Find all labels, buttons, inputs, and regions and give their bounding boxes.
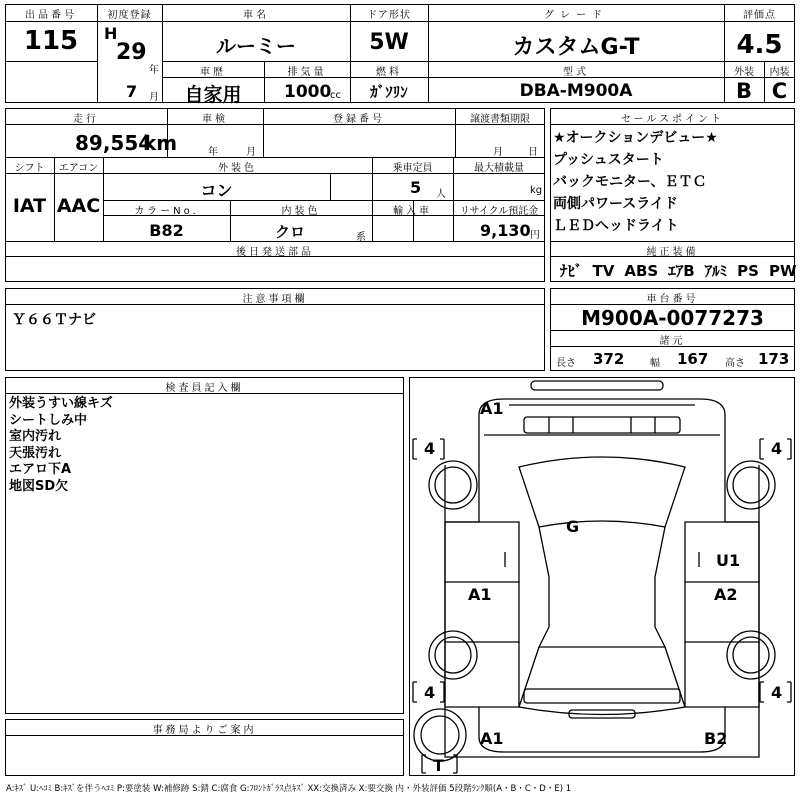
first-reg-label: 初度登録 (107, 10, 152, 21)
fuel-label: 燃料 (376, 67, 402, 78)
grade: カスタムG-T (512, 35, 640, 60)
transfer-month-unit: 月 (493, 147, 503, 158)
shift: IAT (12, 195, 47, 217)
max-load-label: 最大積載量 (474, 163, 524, 174)
inspection-label: 車検 (202, 114, 228, 125)
month-unit: 月 (149, 92, 159, 103)
shift-label: シフト (14, 163, 45, 174)
chassis-label: 車台番号 (646, 294, 699, 305)
displacement: 1000 (284, 82, 332, 102)
notes-text: Ｙ６６Ｔナビ (12, 312, 96, 328)
ext-color-label: 外装色 (218, 163, 257, 174)
score-label: 評価点 (743, 10, 776, 21)
equipment-item: PS (737, 262, 759, 280)
mark-spare-tire: T (433, 756, 444, 775)
legend-footer: A:ｷｽﾞ U:ﾍｺﾐ B:ｷｽﾞを伴うﾍｺﾐ P:要塗装 W:補修跡 S:錆 C:腐食 G:ﾌﾛﾝﾄｶﾞﾗｽ点ｷｽﾞ XX:交換済み X:要交換 内・外装評価 5段階ﾗﾝｸ順(A・B・C・D・E) 1 (6, 784, 572, 794)
score: 4.5 (736, 30, 783, 60)
car-diagram (409, 377, 795, 776)
lot-no: 115 (23, 26, 79, 56)
inspector-label: 検査員記入欄 (165, 383, 244, 394)
lot-no-label: 出品番号 (25, 10, 77, 21)
recycle: 9,130 (480, 221, 531, 240)
insp-year-unit: 年 (208, 147, 218, 158)
regno-label: 登録番号 (333, 114, 385, 125)
equipment-item: PW (768, 262, 797, 280)
ext-color: コン (200, 181, 233, 200)
selling-point: 両側パワースライド (553, 196, 678, 212)
selling-points-label: セールスポイント (620, 114, 725, 125)
inspector-line: 天張汚れ (9, 445, 62, 461)
mark-left-front-door: A1 (468, 585, 492, 604)
capacity-unit: 人 (436, 189, 446, 200)
displacement-label: 排気量 (287, 67, 327, 78)
mark-rear-right: B2 (704, 729, 728, 748)
int-color: クロ (274, 223, 305, 241)
mark-tire-rear-left: 4 (424, 683, 436, 702)
import-label: 輸入車 (393, 206, 432, 217)
mileage-unit: km (143, 131, 178, 155)
inspector-line: 室内汚れ (9, 429, 62, 444)
exterior-label: 外装 (734, 67, 754, 78)
capacity: 5 (410, 178, 422, 197)
year-unit: 年 (149, 65, 159, 76)
equipment-item: TV (592, 262, 615, 280)
recycle-label: リサイクル預託金 (459, 206, 539, 217)
mark-tire-front-right: 4 (771, 439, 783, 458)
selling-point: プッシュスタート (553, 152, 664, 168)
int-color-unit: 系 (356, 232, 366, 243)
reg-year: 29 (116, 40, 147, 65)
length-label: 長さ (556, 358, 576, 369)
mark-right-front-door: A2 (714, 585, 738, 604)
door-label: ドア形状 (367, 10, 411, 21)
mileage: 89,554 (75, 131, 153, 155)
selling-point: ＬＥＤヘッドライト (553, 218, 679, 234)
exterior-score: B (735, 79, 752, 103)
car-name: ルーミー (216, 34, 296, 58)
later-parts-label: 後日発送部品 (236, 247, 314, 258)
displacement-unit: cc (330, 90, 341, 101)
recycle-unit: 円 (530, 230, 540, 241)
car-name-label: 車名 (243, 10, 269, 21)
height: 173 (758, 350, 790, 368)
history-label: 車歴 (200, 67, 226, 78)
selling-points-list (553, 127, 718, 237)
notes-label: 注意事項欄 (242, 294, 308, 305)
selling-point: バックモニター、ＥＴＣ (553, 174, 707, 190)
equipment-item: ABS (624, 262, 659, 280)
office-label: 事務局よりご案内 (152, 725, 257, 736)
inspector-line: 外装うすい線キズ (9, 396, 113, 411)
height-label: 高さ (725, 358, 745, 369)
model: DBA-M900A (519, 81, 633, 101)
color-no-label: カラーNo. (134, 206, 199, 217)
mark-tire-rear-right: 4 (771, 683, 783, 702)
history: 自家用 (184, 84, 242, 106)
max-load-unit: kg (530, 185, 543, 196)
equipment-item: ｱﾙﾐ (704, 262, 728, 280)
inspector-notes (9, 396, 113, 495)
mark-windshield: G (566, 517, 580, 536)
spec-label: 諸元 (659, 336, 686, 347)
fuel: ｶﾞｿﾘﾝ (370, 83, 408, 101)
interior-score: C (771, 79, 788, 103)
transfer-label: 譲渡書類期限 (470, 114, 530, 125)
selling-point: ★オークションデビュー★ (553, 130, 718, 146)
inspector-line: エアロ下A (9, 462, 72, 477)
mark-rear-left: A1 (480, 729, 504, 748)
inspector-line: シートしみ中 (9, 412, 88, 428)
color-no: B82 (149, 221, 184, 240)
mileage-label: 走行 (73, 114, 99, 125)
reg-month: 7 (126, 82, 138, 101)
chassis-number: M900A-0077273 (581, 306, 764, 330)
mark-tire-front-left: 4 (424, 439, 436, 458)
interior-label: 内装 (769, 67, 790, 78)
ac-label: エアコン (58, 163, 99, 174)
equipment-item: ｴｱB (668, 262, 695, 280)
transfer-day-unit: 日 (528, 147, 538, 158)
era: H (104, 24, 118, 43)
inspector-line: 地図SD欠 (9, 478, 69, 494)
equipment-label: 純正装備 (646, 247, 699, 258)
capacity-label: 乗車定員 (392, 163, 433, 174)
ac: AAC (56, 195, 101, 217)
grade-label: グレード (544, 10, 608, 21)
equipment-list (560, 260, 797, 281)
equipment-item: ﾅﾋﾞ (560, 262, 583, 280)
int-color-label: 内装色 (281, 206, 321, 217)
door-type: 5W (369, 30, 409, 55)
insp-month-unit: 月 (246, 147, 256, 158)
width: 167 (677, 350, 709, 368)
mark-right-rear-fender: U1 (716, 551, 741, 570)
model-label: 型式 (563, 67, 589, 78)
mark-front-bumper: A1 (480, 399, 504, 418)
width-label: 幅 (650, 358, 660, 369)
length: 372 (593, 350, 625, 368)
